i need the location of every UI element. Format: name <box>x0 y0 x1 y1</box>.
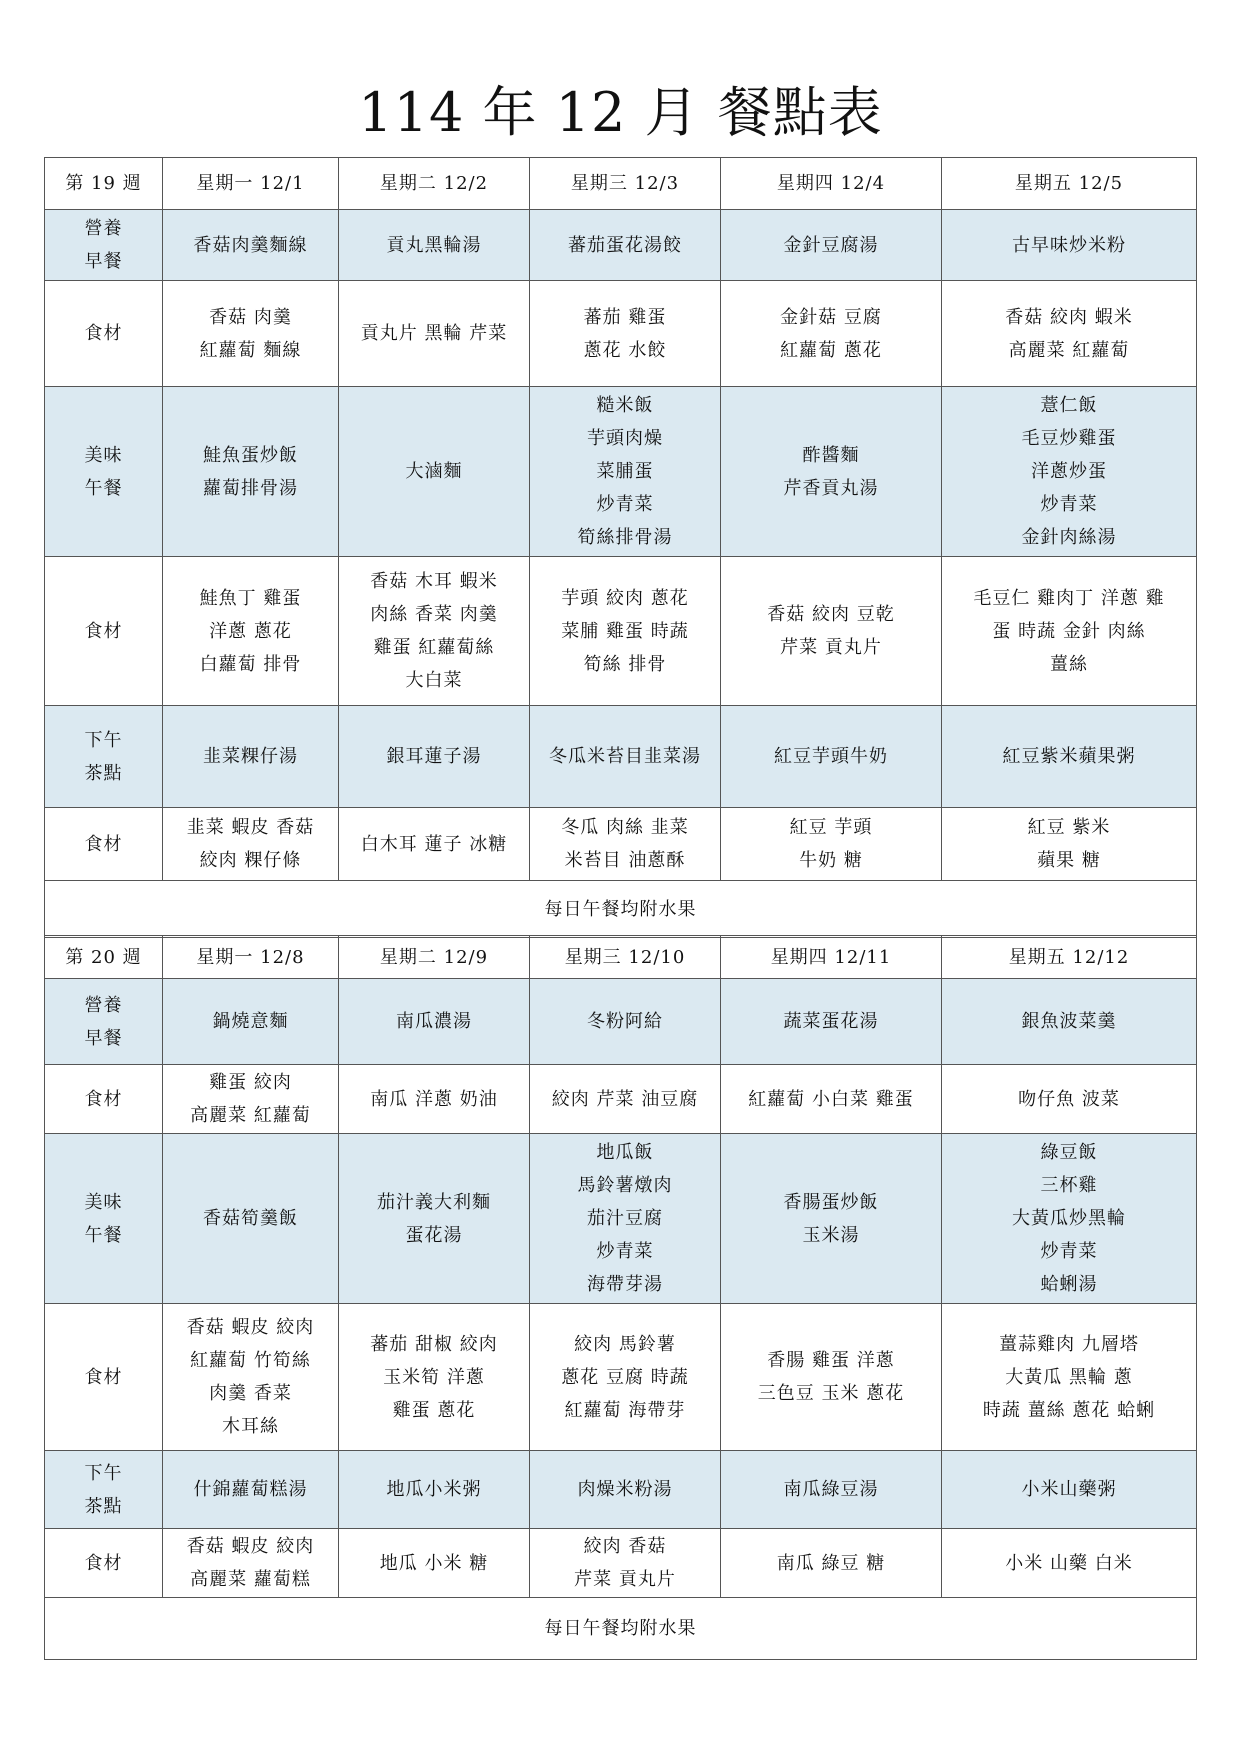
menu-item: 南瓜 綠豆 糖 <box>776 1552 886 1574</box>
menu-item: 南瓜綠豆湯 <box>783 1479 879 1500</box>
menu-item: 薑絲 <box>1050 653 1088 675</box>
menu-item: 什錦蘿蔔糕湯 <box>193 1479 308 1500</box>
menu-item: 香腸蛋炒飯 <box>783 1191 879 1213</box>
menu-row-lunch-ingredients <box>45 1304 1197 1451</box>
menu-item: 香菇 蝦皮 絞肉 <box>186 1536 315 1557</box>
row-label <box>45 808 163 881</box>
menu-row-snack-ingredients <box>45 1529 1197 1598</box>
menu-cell <box>530 1134 721 1304</box>
menu-item: 芹菜 貢丸片 <box>574 1569 676 1590</box>
menu-item: 酢醬麵 <box>802 444 860 466</box>
menu-cell <box>163 1065 339 1134</box>
menu-item: 大白菜 <box>405 670 463 691</box>
week-label: 第 19 週 <box>45 158 163 210</box>
menu-item: 紅蘿蔔 蔥花 <box>780 339 882 361</box>
menu-item: 香菇 肉羹 <box>209 306 292 328</box>
row-label-line: 食材 <box>84 323 123 344</box>
menu-cell <box>163 557 339 706</box>
menu-item: 香菇肉羹麵線 <box>193 234 308 256</box>
menu-cell <box>339 808 530 881</box>
menu-row-snack <box>45 1451 1197 1529</box>
menu-item: 薑蒜雞肉 九層塔 <box>999 1333 1139 1355</box>
menu-item: 蛤蜊湯 <box>1040 1274 1098 1295</box>
menu-row-lunch-ingredients <box>45 557 1197 706</box>
row-label <box>45 1451 163 1529</box>
row-label-line: 下午 <box>84 1462 123 1484</box>
menu-item: 雞蛋 絞肉 <box>209 1072 292 1093</box>
row-label-line: 食材 <box>84 1366 123 1388</box>
menu-cell <box>942 557 1197 706</box>
menu-item: 蔥花 豆腐 時蔬 <box>561 1366 689 1388</box>
menu-cell <box>721 979 942 1065</box>
menu-cell <box>339 1134 530 1304</box>
menu-item: 香菇 絞肉 豆乾 <box>767 604 895 625</box>
menu-cell <box>163 387 339 557</box>
menu-cell <box>339 210 530 281</box>
menu-cell <box>530 557 721 706</box>
menu-item: 冬瓜 肉絲 韭菜 <box>561 817 689 838</box>
menu-item: 芹菜 貢丸片 <box>780 637 882 658</box>
menu-cell <box>942 808 1197 881</box>
row-label <box>45 557 163 706</box>
menu-row-snack <box>45 706 1197 808</box>
menu-item: 玉米湯 <box>802 1224 860 1246</box>
menu-item: 白蘿蔔 排骨 <box>199 653 302 675</box>
menu-cell <box>721 1304 942 1451</box>
menu-item: 高麗菜 紅蘿蔔 <box>1008 339 1130 361</box>
menu-cell <box>942 979 1197 1065</box>
menu-item: 炒青菜 <box>1040 494 1098 515</box>
menu-item: 菜脯蛋 <box>596 461 654 482</box>
week-label: 第 20 週 <box>45 936 163 979</box>
menu-item: 香菇 絞肉 蝦米 <box>1005 306 1133 328</box>
menu-item: 南瓜 洋蔥 奶油 <box>370 1088 498 1110</box>
menu-item: 絞肉 馬鈴薯 <box>574 1333 676 1355</box>
menu-item: 炒青菜 <box>596 494 654 515</box>
row-label <box>45 706 163 808</box>
menu-row-lunch <box>45 1134 1197 1304</box>
menu-item: 冬瓜米苔目韭菜湯 <box>549 746 701 767</box>
menu-cell <box>163 1451 339 1529</box>
menu-cell <box>339 1451 530 1529</box>
row-label-line: 食材 <box>84 833 123 855</box>
menu-item: 地瓜小米粥 <box>386 1479 482 1500</box>
menu-item: 紅豆紫米蘋果粥 <box>1002 746 1136 767</box>
menu-item: 洋蔥 蔥花 <box>209 620 292 642</box>
menu-cell <box>530 979 721 1065</box>
row-label <box>45 210 163 281</box>
menu-item: 香菇 木耳 蝦米 <box>370 571 498 592</box>
menu-item: 地瓜飯 <box>596 1142 654 1163</box>
menu-row-breakfast <box>45 210 1197 281</box>
menu-item: 鍋燒意麵 <box>212 1011 289 1032</box>
row-label-line: 美味 <box>84 1191 123 1213</box>
menu-item: 炒青菜 <box>596 1241 654 1262</box>
row-label <box>45 1134 163 1304</box>
menu-item: 時蔬 薑絲 蔥花 蛤蜊 <box>982 1399 1156 1421</box>
menu-item: 銀魚波菜羹 <box>1021 1011 1117 1032</box>
menu-item: 紅蘿蔔 小白菜 雞蛋 <box>748 1088 914 1110</box>
menu-item: 芋頭 絞肉 蔥花 <box>561 587 689 609</box>
menu-item: 茄汁義大利麵 <box>377 1191 491 1213</box>
menu-item: 絞肉 香菇 <box>583 1536 667 1557</box>
menu-cell <box>339 1065 530 1134</box>
menu-cell <box>530 210 721 281</box>
menu-cell <box>942 1529 1197 1598</box>
menu-cell <box>942 1134 1197 1304</box>
menu-item: 蕃茄蛋花湯餃 <box>568 234 682 256</box>
menu-item: 木耳絲 <box>222 1416 279 1437</box>
menu-cell <box>339 1304 530 1451</box>
menu-item: 絞肉 芹菜 油豆腐 <box>551 1088 699 1110</box>
menu-item: 蕃茄 雞蛋 <box>583 306 667 328</box>
menu-item: 銀耳蓮子湯 <box>386 746 482 767</box>
menu-item: 筍絲排骨湯 <box>577 527 673 548</box>
menu-item: 菜脯 雞蛋 時蔬 <box>561 620 689 642</box>
menu-cell <box>163 210 339 281</box>
menu-cell <box>163 1304 339 1451</box>
menu-item: 洋蔥炒蛋 <box>1031 461 1107 482</box>
menu-item: 紅豆 紫米 <box>1027 817 1111 838</box>
menu-item: 大黃瓜 黑輪 蔥 <box>1005 1366 1133 1388</box>
menu-cell <box>721 1451 942 1529</box>
menu-cell <box>163 706 339 808</box>
menu-cell <box>530 387 721 557</box>
menu-item: 紅蘿蔔 麵線 <box>199 339 302 361</box>
day-header: 星期三 12/3 <box>530 158 721 210</box>
menu-row-snack-ingredients <box>45 808 1197 881</box>
note-row <box>45 881 1197 938</box>
week-19-menu-table <box>44 157 1197 938</box>
menu-item: 三色豆 玉米 蔥花 <box>757 1383 905 1404</box>
menu-item: 地瓜 小米 糖 <box>379 1552 489 1574</box>
menu-item: 玉米筍 洋蔥 <box>383 1366 485 1388</box>
row-label-line: 午餐 <box>84 477 123 499</box>
menu-item: 吻仔魚 波菜 <box>1018 1088 1120 1110</box>
menu-cell <box>942 387 1197 557</box>
menu-item: 香菇筍羹飯 <box>203 1208 298 1229</box>
menu-item: 蔥花 水餃 <box>583 339 667 361</box>
menu-row-breakfast <box>45 979 1197 1065</box>
menu-cell <box>942 1065 1197 1134</box>
menu-item: 毛豆炒雞蛋 <box>1021 428 1117 449</box>
menu-cell <box>530 1304 721 1451</box>
menu-cell <box>721 1065 942 1134</box>
menu-item: 蕃茄 甜椒 絞肉 <box>370 1333 498 1355</box>
menu-item: 薏仁飯 <box>1040 395 1098 416</box>
menu-cell <box>721 210 942 281</box>
menu-cell <box>530 1065 721 1134</box>
menu-cell <box>163 1529 339 1598</box>
menu-item: 芹香貢丸湯 <box>783 477 879 499</box>
menu-cell <box>721 1529 942 1598</box>
day-header: 星期一 12/1 <box>163 158 339 210</box>
menu-cell <box>163 281 339 387</box>
menu-item: 紅蘿蔔 竹筍絲 <box>190 1350 311 1371</box>
menu-cell <box>721 387 942 557</box>
menu-item: 香菇 蝦皮 絞肉 <box>186 1317 315 1338</box>
menu-item: 紅豆 芋頭 <box>789 817 873 838</box>
day-header: 星期五 12/5 <box>942 158 1197 210</box>
row-label-line: 早餐 <box>84 251 123 272</box>
menu-cell <box>942 1304 1197 1451</box>
menu-item: 肉羹 香菜 <box>209 1383 292 1404</box>
menu-item: 高麗菜 紅蘿蔔 <box>190 1105 311 1126</box>
menu-item: 冬粉阿給 <box>587 1011 663 1032</box>
menu-item: 白木耳 蓮子 冰糖 <box>360 833 508 855</box>
page-title: 114 年 12 月 餐點表 <box>358 81 883 144</box>
menu-item: 大滷麵 <box>405 461 463 482</box>
menu-cell <box>339 387 530 557</box>
menu-cell <box>721 281 942 387</box>
day-header: 星期一 12/8 <box>163 936 339 979</box>
menu-row-breakfast-ingredients <box>45 281 1197 387</box>
menu-item: 三杯雞 <box>1040 1175 1098 1196</box>
menu-item: 蛋 時蔬 金針 肉絲 <box>992 620 1146 642</box>
row-label <box>45 979 163 1065</box>
row-label-line: 茶點 <box>84 1495 123 1517</box>
row-label <box>45 1529 163 1598</box>
row-label <box>45 1304 163 1451</box>
menu-item: 韭菜 蝦皮 香菇 <box>186 817 315 838</box>
menu-item: 茄汁豆腐 <box>587 1208 663 1229</box>
menu-item: 紅豆芋頭牛奶 <box>774 746 888 767</box>
menu-item: 金針肉絲湯 <box>1021 527 1117 548</box>
menu-cell <box>721 1134 942 1304</box>
menu-item: 雞蛋 蔥花 <box>392 1399 476 1421</box>
menu-cell <box>530 808 721 881</box>
row-label-line: 美味 <box>84 444 123 466</box>
menu-item: 紅蘿蔔 海帶芽 <box>564 1399 686 1421</box>
day-header: 星期三 12/10 <box>530 936 721 979</box>
menu-cell <box>530 706 721 808</box>
menu-item: 小米山藥粥 <box>1021 1479 1117 1500</box>
menu-item: 蛋花湯 <box>405 1224 463 1246</box>
day-header: 星期二 12/2 <box>339 158 530 210</box>
menu-item: 鮭魚蛋炒飯 <box>203 444 298 466</box>
fruit-note: 每日午餐均附水果 <box>45 881 1197 938</box>
menu-cell <box>942 706 1197 808</box>
menu-cell <box>530 1451 721 1529</box>
row-label-line: 食材 <box>84 1088 123 1110</box>
menu-item: 蘋果 糖 <box>1037 850 1101 871</box>
row-label-line: 午餐 <box>84 1224 123 1246</box>
menu-cell <box>163 979 339 1065</box>
menu-cell <box>942 281 1197 387</box>
menu-item: 綠豆飯 <box>1040 1142 1098 1163</box>
menu-cell <box>163 808 339 881</box>
day-header: 星期五 12/12 <box>942 936 1197 979</box>
row-label-line: 營養 <box>84 994 123 1016</box>
menu-item: 雞蛋 紅蘿蔔絲 <box>373 637 495 658</box>
row-label <box>45 281 163 387</box>
fruit-note: 每日午餐均附水果 <box>45 1598 1197 1660</box>
menu-cell <box>339 557 530 706</box>
menu-cell <box>163 1134 339 1304</box>
menu-item: 鮭魚丁 雞蛋 <box>199 587 302 609</box>
row-label-line: 食材 <box>84 1552 123 1574</box>
menu-item: 貢丸黑輪湯 <box>386 234 482 256</box>
menu-item: 毛豆仁 雞肉丁 洋蔥 雞 <box>973 587 1165 609</box>
menu-item: 絞肉 粿仔條 <box>199 850 302 871</box>
menu-item: 金針豆腐湯 <box>783 234 879 256</box>
day-header: 星期四 12/11 <box>721 936 942 979</box>
menu-item: 炒青菜 <box>1040 1241 1098 1262</box>
menu-row-lunch <box>45 387 1197 557</box>
menu-item: 糙米飯 <box>596 395 654 416</box>
menu-item: 小米 山藥 白米 <box>1005 1552 1133 1574</box>
menu-item: 古早味炒米粉 <box>1012 234 1126 256</box>
note-row <box>45 1598 1197 1660</box>
menu-item: 肉絲 香菜 肉羹 <box>370 604 498 625</box>
menu-cell <box>721 808 942 881</box>
menu-cell <box>339 706 530 808</box>
menu-item: 金針菇 豆腐 <box>780 306 882 328</box>
menu-cell <box>721 557 942 706</box>
row-label-line: 茶點 <box>84 762 123 784</box>
week-20-menu-table <box>44 935 1197 1660</box>
menu-item: 蘿蔔排骨湯 <box>203 477 298 499</box>
menu-item: 韭菜粿仔湯 <box>203 746 298 767</box>
menu-item: 海帶芽湯 <box>587 1274 663 1295</box>
menu-row-breakfast-ingredients <box>45 1065 1197 1134</box>
menu-cell <box>530 1529 721 1598</box>
menu-item: 蔬菜蛋花湯 <box>783 1011 879 1032</box>
menu-item: 米苔目 油蔥酥 <box>564 850 686 871</box>
week-header-row <box>45 158 1197 210</box>
menu-cell <box>721 706 942 808</box>
row-label <box>45 387 163 557</box>
menu-cell <box>942 1451 1197 1529</box>
row-label-line: 下午 <box>84 729 123 751</box>
menu-item: 芋頭肉燥 <box>587 428 663 449</box>
row-label-line: 營養 <box>84 218 123 239</box>
menu-item: 南瓜濃湯 <box>396 1011 472 1032</box>
menu-item: 香腸 雞蛋 洋蔥 <box>767 1350 895 1371</box>
menu-item: 貢丸片 黑輪 芹菜 <box>360 323 508 344</box>
day-header: 星期二 12/9 <box>339 936 530 979</box>
menu-cell <box>339 979 530 1065</box>
menu-cell <box>339 281 530 387</box>
menu-item: 大黃瓜炒黑輪 <box>1012 1208 1126 1229</box>
week-header-row <box>45 936 1197 979</box>
row-label-line: 早餐 <box>84 1027 123 1049</box>
row-label-line: 食材 <box>84 620 123 642</box>
day-header: 星期四 12/4 <box>721 158 942 210</box>
menu-cell <box>339 1529 530 1598</box>
menu-item: 肉燥米粉湯 <box>577 1479 673 1500</box>
menu-item: 牛奶 糖 <box>799 850 863 871</box>
row-label <box>45 1065 163 1134</box>
menu-item: 高麗菜 蘿蔔糕 <box>190 1569 311 1590</box>
menu-cell <box>942 210 1197 281</box>
menu-item: 筍絲 排骨 <box>583 653 667 675</box>
menu-item: 馬鈴薯燉肉 <box>577 1175 673 1196</box>
menu-cell <box>530 281 721 387</box>
